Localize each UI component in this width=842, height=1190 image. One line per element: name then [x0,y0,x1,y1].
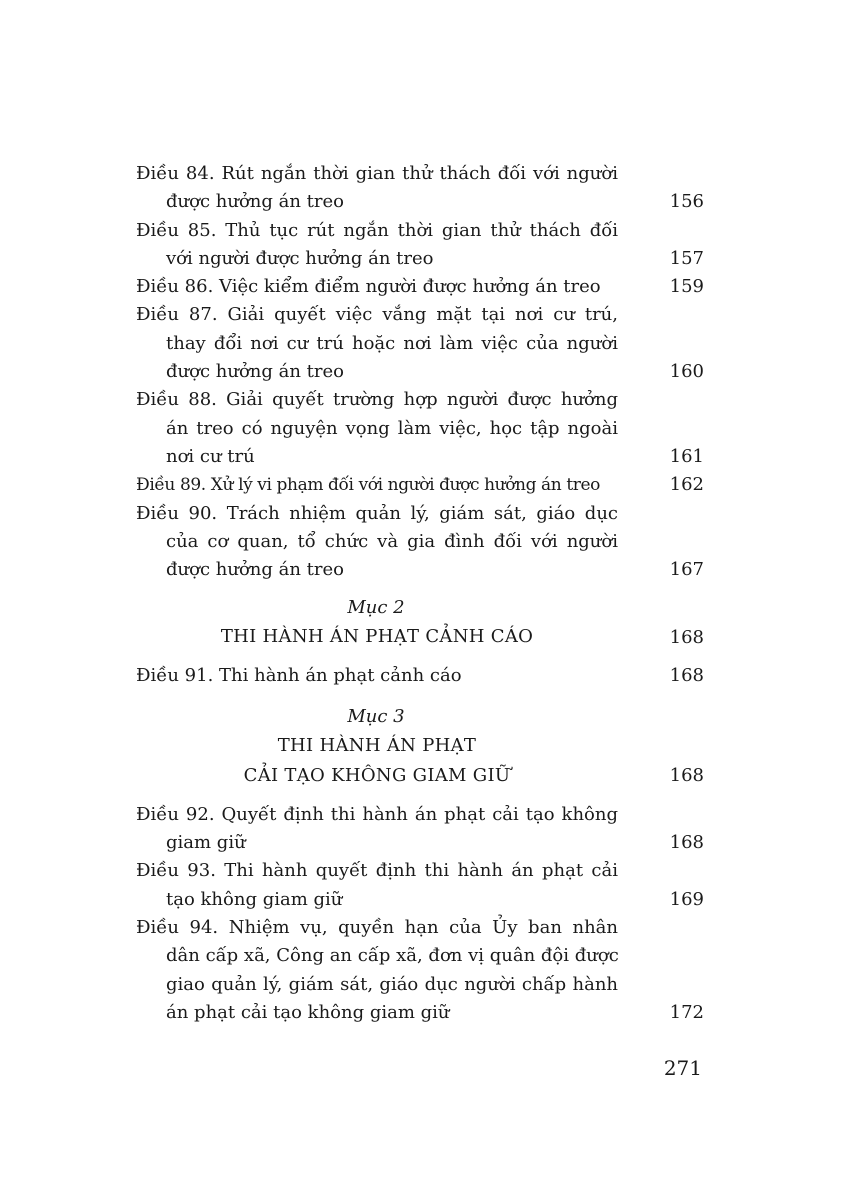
section-label: Mục 2 [347,597,405,619]
toc-entry [136,662,704,690]
toc-entry-line: Điều 92. Quyết định thi hành án phạt cải tạo không [136,803,618,825]
section-title-row [136,622,704,652]
toc-entry-page-number: 156 [669,191,704,213]
toc-entry-page-number: 161 [669,445,704,467]
toc-entry [136,471,704,499]
toc-entry-page-number: 159 [669,276,704,298]
toc-entry-text [136,500,618,585]
toc-entry-line: của cơ quan, tổ chức và gia đình đối với người [166,530,618,552]
toc-entry [136,273,704,301]
section-muc-2 [136,594,704,652]
toc-entry [136,386,704,471]
toc-group-b [136,662,704,690]
toc-entry-page-number: 160 [669,361,704,383]
section-title [136,731,618,791]
toc-entry [136,217,704,274]
section-title-line: THI HÀNH ÁN PHẠT [277,734,477,756]
toc-entry-text [136,301,618,386]
section-page-number: 168 [669,627,704,649]
toc-entry-line: án treo có nguyện vọng làm việc, học tập ngoài [166,417,618,439]
toc-entry [136,301,704,386]
toc-entry-line: Điều 86. Việc kiểm điểm người được hưởng án treo [136,276,601,298]
toc-entry-line: Điều 89. Xử lý vi phạm đối với người được hưởng án treo [136,475,601,496]
toc-entry [136,801,704,858]
toc-entry-text [136,857,618,914]
toc-entry-line: được hưởng án treo [166,361,344,383]
toc-entry-line: được hưởng án treo [166,191,344,213]
toc-entry [136,857,704,914]
section-label: Mục 3 [347,705,405,727]
toc-entry-line: thay đổi nơi cư trú hoặc nơi làm việc của người [166,332,618,354]
toc-entry-page-number: 172 [669,1001,704,1023]
toc-entry-text [136,160,618,217]
toc-entry-text [136,386,618,471]
toc-entry-line: Điều 84. Rút ngắn thời gian thử thách đối với người [136,163,618,184]
page-number: 271 [663,1056,702,1080]
section-title [136,622,618,652]
toc-entry-line: được hưởng án treo [166,559,344,581]
toc-entry-page-number: 157 [669,247,704,269]
toc-entry-page-number: 168 [669,665,704,687]
section-muc-3 [136,703,704,791]
section-page-number: 168 [669,765,704,787]
toc-entry-line: Điều 87. Giải quyết việc vắng mặt tại nơi cư trú, [136,304,618,326]
toc-entry-line: án phạt cải tạo không giam giữ [166,1001,450,1023]
section-title-row [136,731,704,791]
toc-entry-line: Điều 85. Thủ tục rút ngắn thời gian thử thách đối [136,219,618,241]
toc-entry-text [136,471,618,499]
toc-entry-line: nơi cư trú [166,445,255,467]
toc-entry-text [136,801,618,858]
toc-entry-line: giam giữ [166,832,246,854]
toc-entry-line: Điều 90. Trách nhiệm quản lý, giám sát, giáo dục [136,502,618,524]
toc-entry-page-number: 168 [669,832,704,854]
section-title-line: THI HÀNH ÁN PHẠT CẢNH CÁO [220,626,534,648]
toc-entry [136,500,704,585]
toc-entry-text [136,662,618,690]
toc-group-c [136,801,704,1027]
toc-entry-line: Điều 91. Thi hành án phạt cảnh cáo [136,665,462,687]
toc-entry-line: giao quản lý, giám sát, giáo dục người chấp hành [166,973,618,995]
toc-entry-page-number: 162 [669,474,704,496]
toc-entry-line: Điều 93. Thi hành quyết định thi hành án phạt cải [136,860,618,882]
toc-entry-line: với người được hưởng án treo [166,247,434,269]
toc-entry-text [136,914,618,1027]
toc-entry-text [136,217,618,274]
toc-entry-line: dân cấp xã, Công an cấp xã, đơn vị quân đội được [166,945,619,967]
toc-entry-line: Điều 94. Nhiệm vụ, quyền hạn của Ủy ban nhân [136,916,618,938]
toc-entry [136,160,704,217]
toc-group-a [136,160,704,584]
table-of-contents [136,160,704,1027]
toc-entry-page-number: 169 [669,888,704,910]
toc-entry-line: Điều 88. Giải quyết trường hợp người được hưởng [136,389,618,411]
toc-entry-line: tạo không giam giữ [166,888,343,910]
section-title-line: CẢI TẠO KHÔNG GIAM GIỮ [243,764,511,786]
toc-entry [136,914,704,1027]
toc-entry-text [136,273,618,301]
toc-entry-page-number: 167 [669,559,704,581]
